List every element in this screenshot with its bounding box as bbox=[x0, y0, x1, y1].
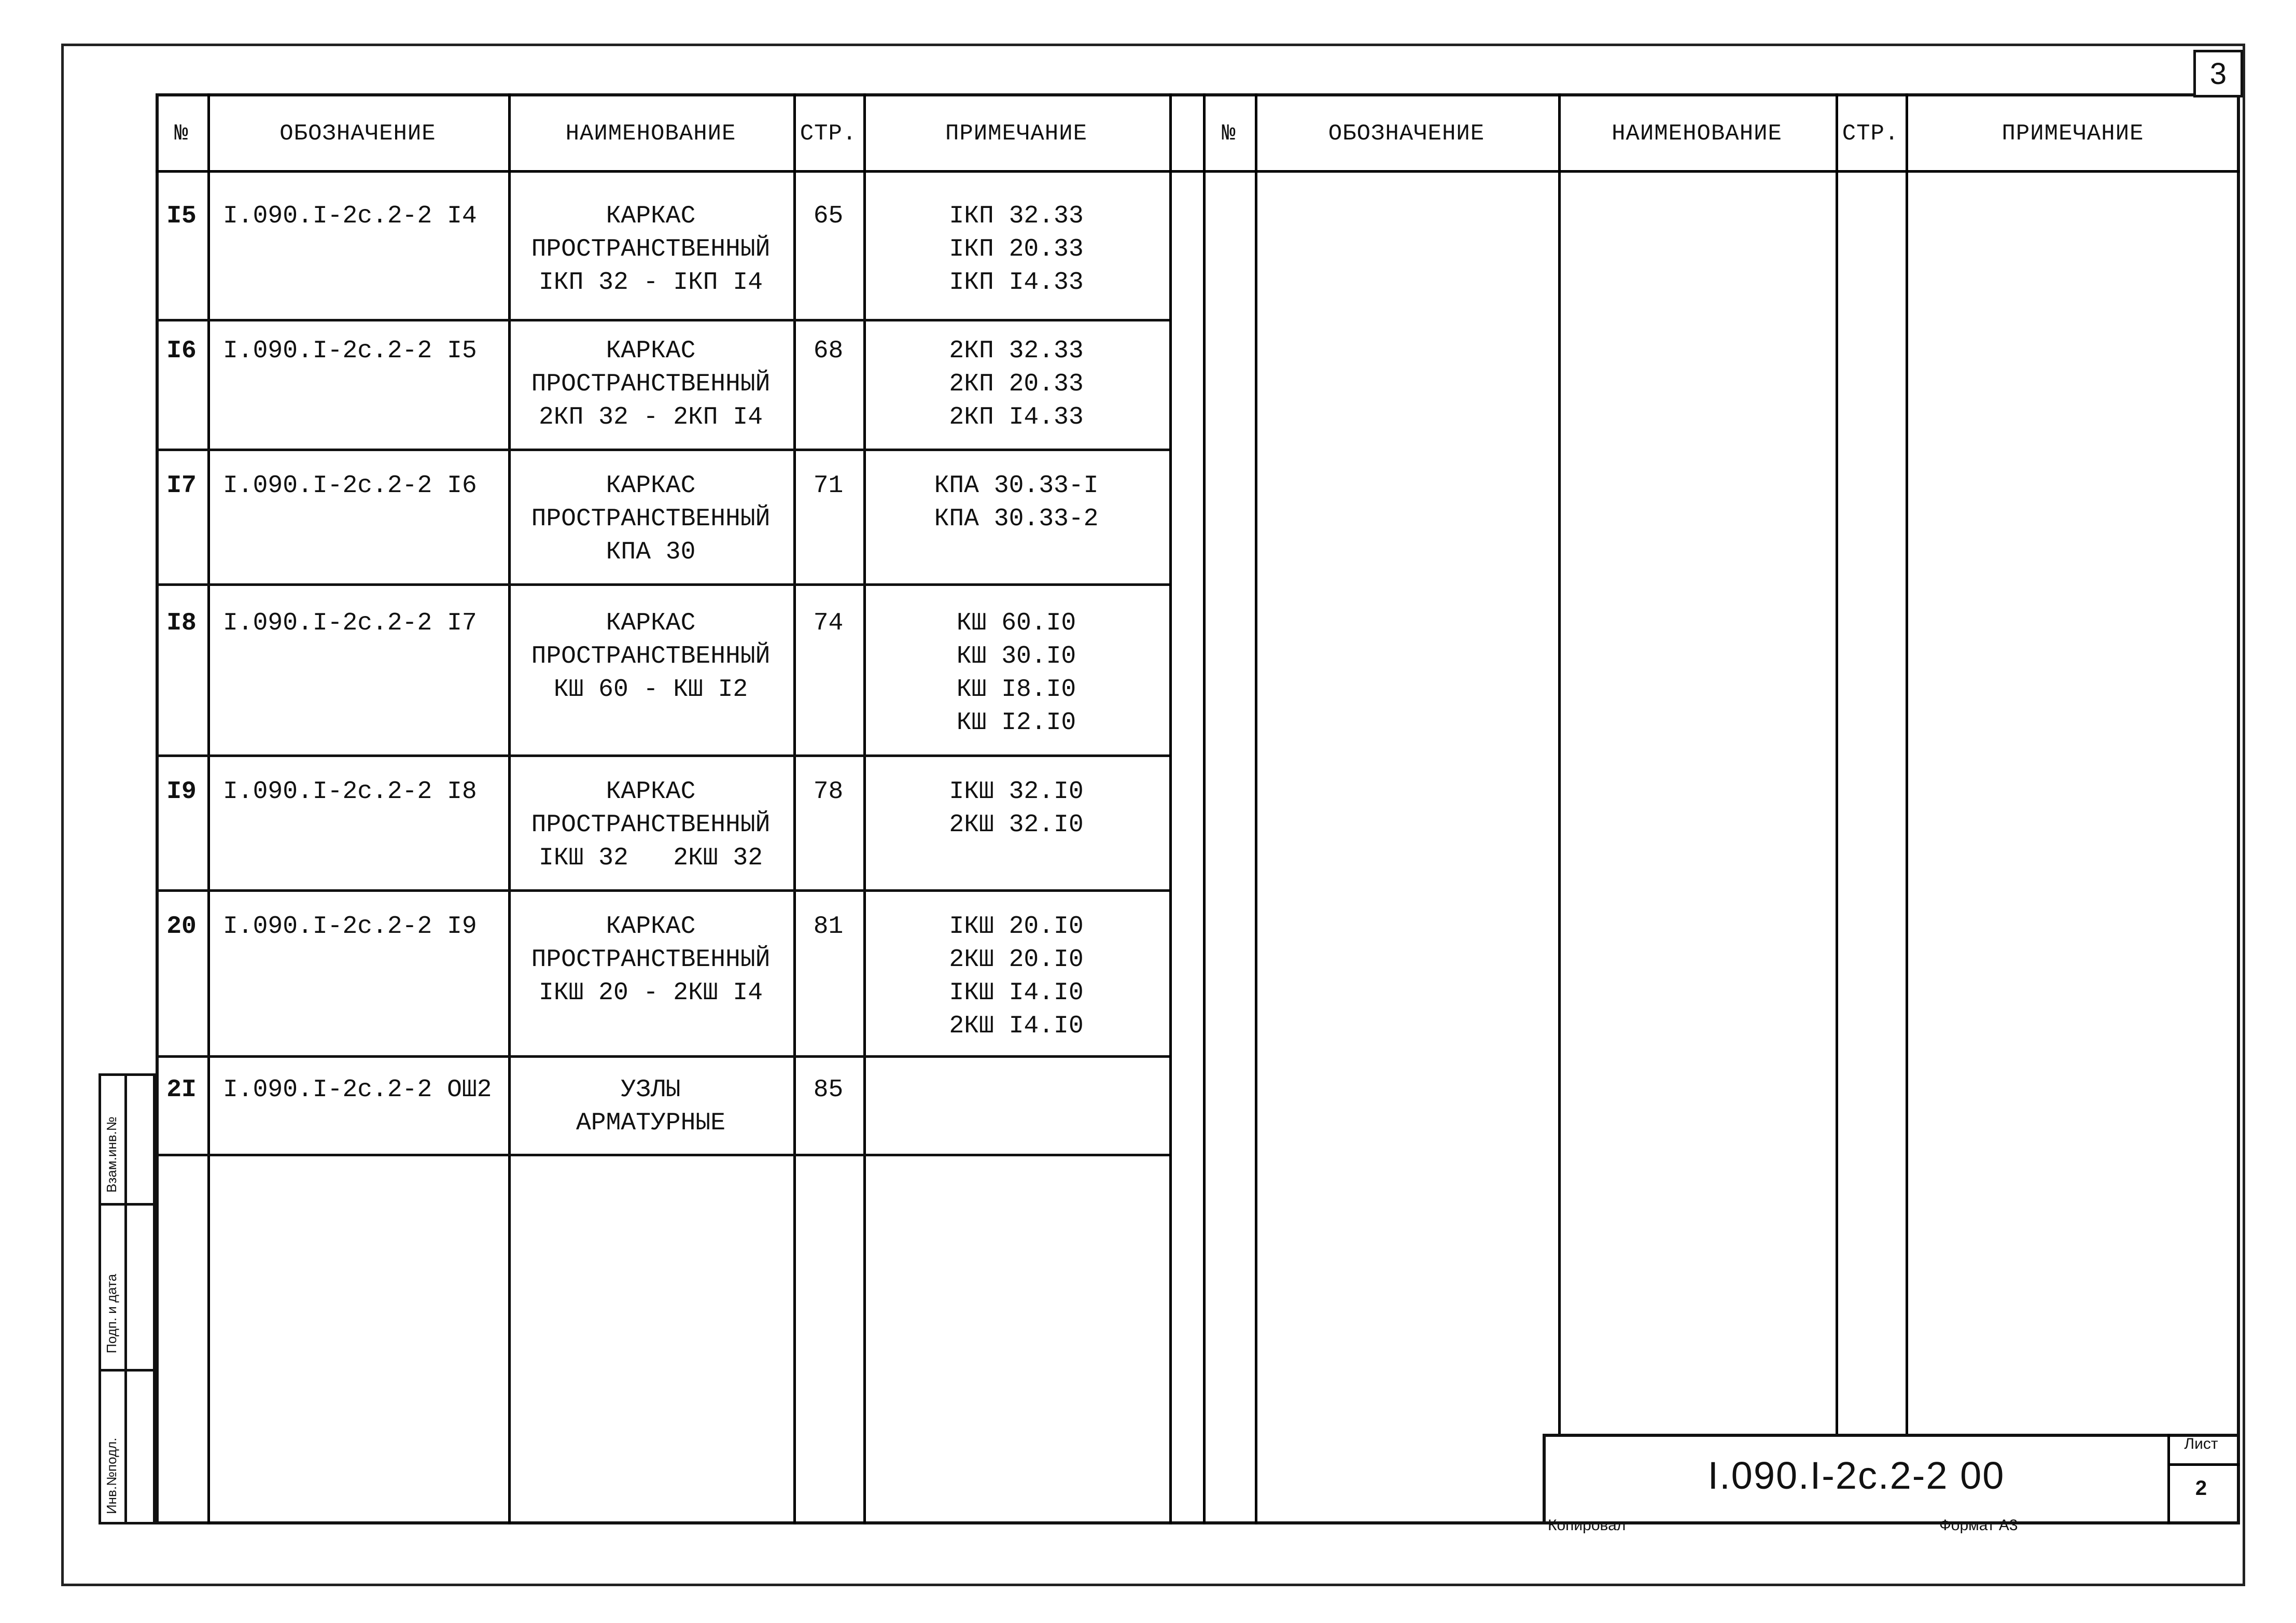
col-divider bbox=[1169, 93, 1172, 1524]
row-note: КПА 30.33-I КПА 30.33-2 bbox=[934, 472, 1099, 533]
sheet-number: 2 bbox=[2195, 1476, 2207, 1500]
document-code: I.090.I-2с.2-2 00 bbox=[1707, 1453, 2005, 1497]
inner-frame bbox=[156, 93, 2240, 1524]
row-page: 71 bbox=[813, 472, 844, 500]
header-designation-right: ОБОЗНАЧЕНИЕ bbox=[1328, 121, 1485, 147]
header-designation: ОБОЗНАЧЕНИЕ bbox=[279, 121, 436, 147]
footer-copied: Копировал bbox=[1548, 1517, 1626, 1534]
col-divider bbox=[1558, 93, 1561, 1436]
header-no: № bbox=[174, 121, 189, 147]
side-label-inventory: Инв.№подл. bbox=[104, 1437, 119, 1514]
row-designation: I.090.I-2с.2-2 I8 bbox=[223, 778, 477, 806]
row-note: IКШ 20.I0 2КШ 20.I0 IКШ I4.I0 2КШ I4.I0 bbox=[949, 913, 1084, 1040]
row-page: 68 bbox=[813, 337, 844, 365]
sheet-label: Лист bbox=[2184, 1435, 2218, 1452]
row-no: I5 bbox=[166, 202, 197, 230]
col-divider bbox=[1255, 93, 1257, 1524]
col-divider bbox=[793, 93, 796, 1524]
header-name: НАИМЕНОВАНИЕ bbox=[565, 121, 736, 147]
header-page-right: СТР. bbox=[1842, 121, 1899, 147]
row-separator bbox=[156, 583, 1169, 586]
side-label-signature: Подп. и дата bbox=[104, 1274, 119, 1353]
row-separator bbox=[156, 754, 1169, 757]
header-no-right: № bbox=[1222, 121, 1236, 147]
row-page: 85 bbox=[813, 1076, 844, 1104]
col-divider bbox=[207, 93, 210, 1524]
row-designation: I.090.I-2с.2-2 I7 bbox=[223, 609, 477, 637]
header-name-right: НАИМЕНОВАНИЕ bbox=[1612, 121, 1782, 147]
row-page: 65 bbox=[813, 202, 844, 230]
row-separator bbox=[156, 449, 1169, 451]
row-name: КАРКАС ПРОСТРАНСТВЕННЫЙ IКШ 32 2КШ 32 bbox=[531, 778, 771, 872]
row-no: 20 bbox=[166, 913, 197, 941]
row-designation: I.090.I-2с.2-2 I4 bbox=[223, 202, 477, 230]
row-note: 2КП 32.33 2КП 20.33 2КП I4.33 bbox=[949, 337, 1084, 431]
side-label-replacement: Взам.инв.№ bbox=[104, 1116, 119, 1193]
row-name: КАРКАС ПРОСТРАНСТВЕННЫЙ 2КП 32 - 2КП I4 bbox=[531, 337, 771, 431]
binding-divider bbox=[124, 1073, 127, 1524]
row-designation: I.090.I-2с.2-2 I9 bbox=[223, 913, 477, 941]
row-separator bbox=[156, 1154, 1169, 1156]
row-separator bbox=[156, 319, 1169, 321]
header-note-right: ПРИМЕЧАНИЕ bbox=[2001, 121, 2144, 147]
row-no: I7 bbox=[166, 472, 197, 500]
row-no: 2I bbox=[166, 1076, 197, 1104]
stamp-divider bbox=[2167, 1434, 2170, 1524]
row-page: 74 bbox=[813, 609, 844, 637]
row-separator bbox=[156, 1055, 1169, 1058]
row-name: КАРКАС ПРОСТРАНСТВЕННЫЙ КПА 30 bbox=[531, 472, 771, 566]
row-no: I9 bbox=[166, 778, 197, 806]
row-name: УЗЛЫ АРМАТУРНЫЕ bbox=[576, 1076, 726, 1137]
row-page: 81 bbox=[813, 913, 844, 941]
row-page: 78 bbox=[813, 778, 844, 806]
header-note: ПРИМЕЧАНИЕ bbox=[945, 121, 1088, 147]
row-designation: I.090.I-2с.2-2 ОШ2 bbox=[223, 1076, 492, 1104]
sheet-corner-number: 3 bbox=[2193, 50, 2243, 97]
row-name: КАРКАС ПРОСТРАНСТВЕННЫЙ IКШ 20 - 2КШ I4 bbox=[531, 913, 771, 1007]
header-separator bbox=[156, 170, 2240, 173]
footer-format: Формат А3 bbox=[1939, 1517, 2018, 1534]
row-designation: I.090.I-2с.2-2 I6 bbox=[223, 472, 477, 500]
row-note: КШ 60.I0 КШ 30.I0 КШ I8.I0 КШ I2.I0 bbox=[956, 609, 1076, 737]
row-no: I6 bbox=[166, 337, 197, 365]
header-page: СТР. bbox=[800, 121, 857, 147]
row-note: IКШ 32.I0 2КШ 32.I0 bbox=[949, 778, 1084, 839]
binding-divider bbox=[99, 1369, 156, 1372]
row-separator bbox=[156, 889, 1169, 892]
row-designation: I.090.I-2с.2-2 I5 bbox=[223, 337, 477, 365]
col-divider bbox=[1203, 93, 1206, 1524]
col-divider bbox=[1836, 93, 1838, 1436]
col-divider bbox=[1906, 93, 1908, 1436]
row-name: КАРКАС ПРОСТРАНСТВЕННЫЙ КШ 60 - КШ I2 bbox=[531, 609, 771, 704]
row-name: КАРКАС ПРОСТРАНСТВЕННЫЙ IКП 32 - IКП I4 bbox=[531, 202, 771, 297]
stamp-divider bbox=[2167, 1463, 2240, 1466]
binding-divider bbox=[99, 1203, 156, 1206]
row-no: I8 bbox=[166, 609, 197, 637]
row-note: IКП 32.33 IКП 20.33 IКП I4.33 bbox=[949, 202, 1084, 297]
